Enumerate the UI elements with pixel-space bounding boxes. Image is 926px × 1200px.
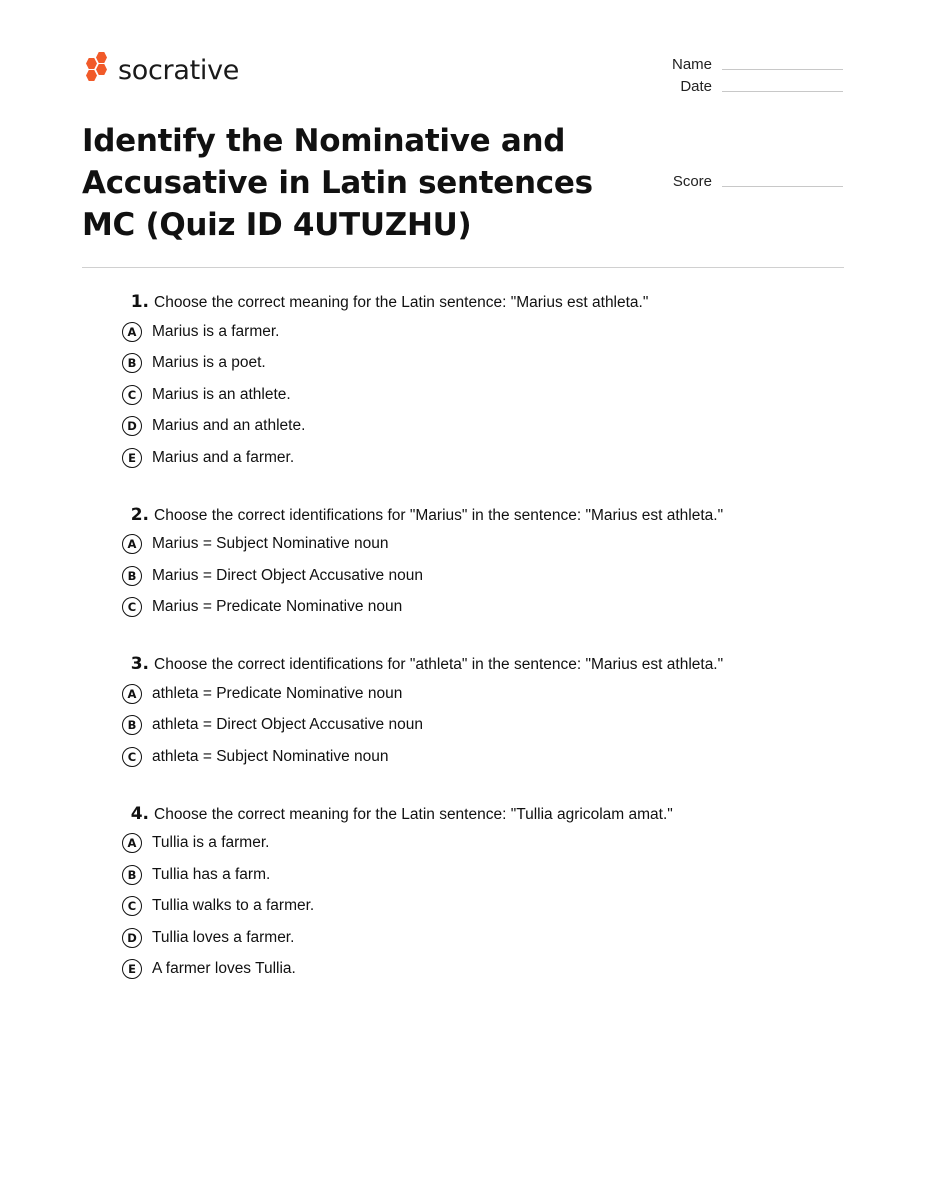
option-text: Tullia is a farmer.	[152, 834, 270, 852]
question-number: 1.	[130, 292, 149, 312]
score-label: Score	[672, 173, 712, 190]
option-letter-circle-icon[interactable]: E	[122, 448, 142, 468]
option-text: Tullia loves a farmer.	[152, 928, 295, 946]
option-letter-circle-icon[interactable]: E	[122, 959, 142, 979]
option-letter-circle-icon[interactable]: B	[122, 865, 142, 885]
answer-option[interactable]	[120, 560, 840, 592]
option-text: A farmer loves Tullia.	[152, 960, 296, 978]
option-text: Tullia walks to a farmer.	[152, 897, 315, 915]
answer-option[interactable]	[120, 529, 840, 561]
option-text: Marius = Predicate Nominative noun	[152, 598, 403, 616]
answer-option[interactable]	[120, 592, 840, 624]
date-label: Date	[680, 78, 712, 95]
option-letter-circle-icon[interactable]: C	[122, 385, 142, 405]
answer-option[interactable]	[120, 954, 840, 986]
answer-option[interactable]	[120, 741, 840, 773]
socrative-logo	[82, 52, 239, 88]
question-2	[120, 505, 840, 624]
option-letter-circle-icon[interactable]: B	[122, 566, 142, 586]
answer-option[interactable]	[120, 411, 840, 443]
question-header	[120, 292, 840, 316]
question-text: Choose the correct meaning for the Latin sentence: "Tullia agricolam amat."	[154, 805, 673, 823]
name-field[interactable]	[632, 56, 843, 73]
question-number: 3.	[130, 654, 149, 674]
score-field[interactable]	[632, 173, 843, 190]
answer-option[interactable]	[120, 348, 840, 380]
hexagon-logo-icon	[82, 52, 110, 88]
question-header	[120, 804, 840, 828]
option-text: athleta = Subject Nominative noun	[152, 747, 389, 765]
name-label: Name	[671, 56, 712, 73]
option-letter-circle-icon[interactable]: C	[122, 597, 142, 617]
page-title: Identify the Nominative and Accusative in Latin sentences MC (Quiz ID 4UTUZHU)	[82, 123, 593, 243]
answer-option[interactable]	[120, 710, 840, 742]
option-letter-circle-icon[interactable]: B	[122, 715, 142, 735]
score-line[interactable]	[722, 185, 843, 187]
answer-option[interactable]	[120, 379, 840, 411]
option-text: Tullia has a farm.	[152, 865, 271, 883]
option-letter-circle-icon[interactable]: C	[122, 747, 142, 767]
option-text: athleta = Predicate Nominative noun	[152, 684, 403, 702]
question-number: 2.	[130, 504, 149, 525]
question-header	[120, 505, 840, 529]
option-text: Marius is an athlete.	[152, 385, 291, 403]
answer-option[interactable]	[120, 828, 840, 860]
answer-option[interactable]	[120, 442, 840, 474]
answer-option[interactable]	[120, 859, 840, 891]
option-text: Marius is a farmer.	[152, 322, 280, 340]
date-line[interactable]	[722, 90, 843, 92]
option-text: Marius = Direct Object Accusative noun	[152, 566, 423, 584]
question-3	[120, 654, 840, 773]
answer-option[interactable]	[120, 922, 840, 954]
option-text: athleta = Direct Object Accusative noun	[152, 716, 423, 734]
answer-option[interactable]	[120, 316, 840, 348]
option-letter-circle-icon[interactable]: C	[122, 896, 142, 916]
answer-option[interactable]	[120, 891, 840, 923]
option-letter-circle-icon[interactable]: B	[122, 353, 142, 373]
date-field[interactable]	[632, 78, 843, 95]
question-text: Choose the correct identifications for "athleta" in the sentence: "Marius est athleta."	[154, 656, 724, 673]
option-text: Marius = Subject Nominative noun	[152, 535, 389, 553]
question-1	[120, 292, 840, 474]
option-letter-circle-icon[interactable]: D	[122, 416, 142, 436]
question-4	[120, 804, 840, 986]
option-letter-circle-icon[interactable]: A	[122, 534, 142, 554]
option-letter-circle-icon[interactable]: D	[122, 928, 142, 948]
header-divider	[82, 267, 844, 268]
brand-name: socrative	[118, 54, 240, 86]
option-text: Marius and a farmer.	[152, 448, 295, 466]
option-letter-circle-icon[interactable]: A	[122, 322, 142, 342]
name-line[interactable]	[722, 68, 843, 70]
question-number: 4.	[130, 803, 149, 824]
question-text: Choose the correct meaning for the Latin sentence: "Marius est athleta."	[154, 294, 649, 311]
question-list	[120, 292, 840, 1016]
option-letter-circle-icon[interactable]: A	[122, 833, 142, 853]
option-letter-circle-icon[interactable]: A	[122, 684, 142, 704]
question-text: Choose the correct identifications for "Marius" in the sentence: "Marius est athleta."	[154, 506, 724, 524]
question-header	[120, 654, 840, 678]
option-text: Marius is a poet.	[152, 354, 266, 372]
option-text: Marius and an athlete.	[152, 417, 306, 435]
answer-option[interactable]	[120, 678, 840, 710]
